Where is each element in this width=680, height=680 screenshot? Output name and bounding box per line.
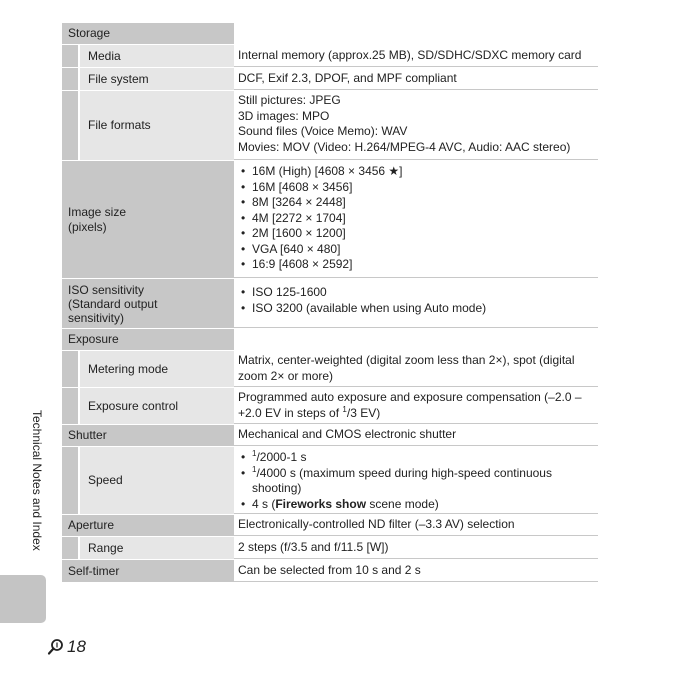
row-label: Aperture xyxy=(68,518,115,532)
value-line: 3D images: MPO xyxy=(238,108,330,123)
row-exposure xyxy=(62,328,598,350)
value-line: Movies: MOV (Video: H.264/MPEG-4 AVC, Audio: AAC stereo) xyxy=(238,139,571,154)
row-value: Electronically-controlled ND filter (–3.3 AV) selection xyxy=(234,515,598,536)
row-value: Internal memory (approx.25 MB), SD/SDHC/SDXC memory card xyxy=(234,45,598,67)
row-value xyxy=(234,161,598,278)
row-value: Matrix, center-weighted (digital zoom less than 2×), spot (digital zoom 2× or more) xyxy=(234,351,598,387)
section-tab-marker xyxy=(0,575,46,623)
row-label: Exposure xyxy=(68,332,119,346)
row-file-formats xyxy=(62,90,598,160)
row-label: Image size (pixels) xyxy=(68,204,127,234)
row-label: Range xyxy=(78,537,234,559)
section-tab-label: Technical Notes and Index xyxy=(30,410,44,551)
row-value xyxy=(234,279,598,328)
row-value: 2 steps (f/3.5 and f/11.5 [W]) xyxy=(234,537,598,559)
value-line: Sound files (Voice Memo): WAV xyxy=(238,124,408,138)
list-item: • 16M [4608 × 3456] xyxy=(238,180,598,196)
row-label: Shutter xyxy=(68,428,107,442)
list-item: • ISO 125-1600 xyxy=(238,285,598,301)
list-item: • 4 s (Fireworks show scene mode) xyxy=(238,497,598,513)
row-shutter xyxy=(62,424,598,446)
list-item: • $^1$/2000-1 s xyxy=(238,450,598,466)
row-iso xyxy=(62,278,598,328)
row-self-timer xyxy=(62,559,598,582)
row-value: Programmed auto exposure and exposure compensation (–2.0 – +2.0 EV in steps of $^1$/3 EV) xyxy=(234,388,598,424)
row-image-size xyxy=(62,160,598,278)
row-value xyxy=(234,91,598,160)
value-line: Still pictures: JPEG xyxy=(238,93,341,107)
list-item: • 8M [3264 × 2448] xyxy=(238,195,598,211)
row-value xyxy=(234,447,598,514)
list-item: • 16M (High) [4608 × 3456 ★] xyxy=(238,164,598,180)
list-item: • VGA [640 × 480] xyxy=(238,242,598,258)
spec-table xyxy=(62,23,598,582)
row-label: Exposure control xyxy=(78,388,234,424)
list-item: • 4M [2272 × 1704] xyxy=(238,211,598,227)
row-metering xyxy=(62,350,598,387)
row-speed xyxy=(62,446,598,514)
row-label: Media xyxy=(78,45,234,67)
list-item: • 16:9 [4608 × 2592] xyxy=(238,257,598,273)
section-tab xyxy=(22,410,46,570)
row-label: File formats xyxy=(78,91,234,160)
row-exposure-control xyxy=(62,387,598,424)
row-label: Speed xyxy=(78,447,234,514)
row-label: Metering mode xyxy=(78,351,234,387)
row-label: Self-timer xyxy=(68,563,120,578)
row-file-system xyxy=(62,67,598,90)
row-value: Can be selected from 10 s and 2 s xyxy=(234,560,598,582)
row-value: Mechanical and CMOS electronic shutter xyxy=(234,425,598,446)
row-media xyxy=(62,44,598,67)
row-storage xyxy=(62,23,598,44)
list-item: • $^1$/4000 s (maximum speed during high-speed continuous shooting) xyxy=(238,466,598,497)
row-label: Storage xyxy=(68,26,111,40)
list-item: • 2M [1600 × 1200] xyxy=(238,226,598,242)
row-aperture xyxy=(62,514,598,536)
row-value: DCF, Exif 2.3, DPOF, and MPF compliant xyxy=(234,68,598,90)
page-number xyxy=(47,637,86,657)
row-label: File system xyxy=(78,68,234,90)
row-range xyxy=(62,536,598,559)
page-number-text: 18 xyxy=(67,637,86,656)
row-label: ISO sensitivity (Standard output sensitivity) xyxy=(68,282,158,325)
list-item: • ISO 3200 (available when using Auto mode) xyxy=(238,301,598,317)
reference-magnifier-icon xyxy=(47,638,65,656)
